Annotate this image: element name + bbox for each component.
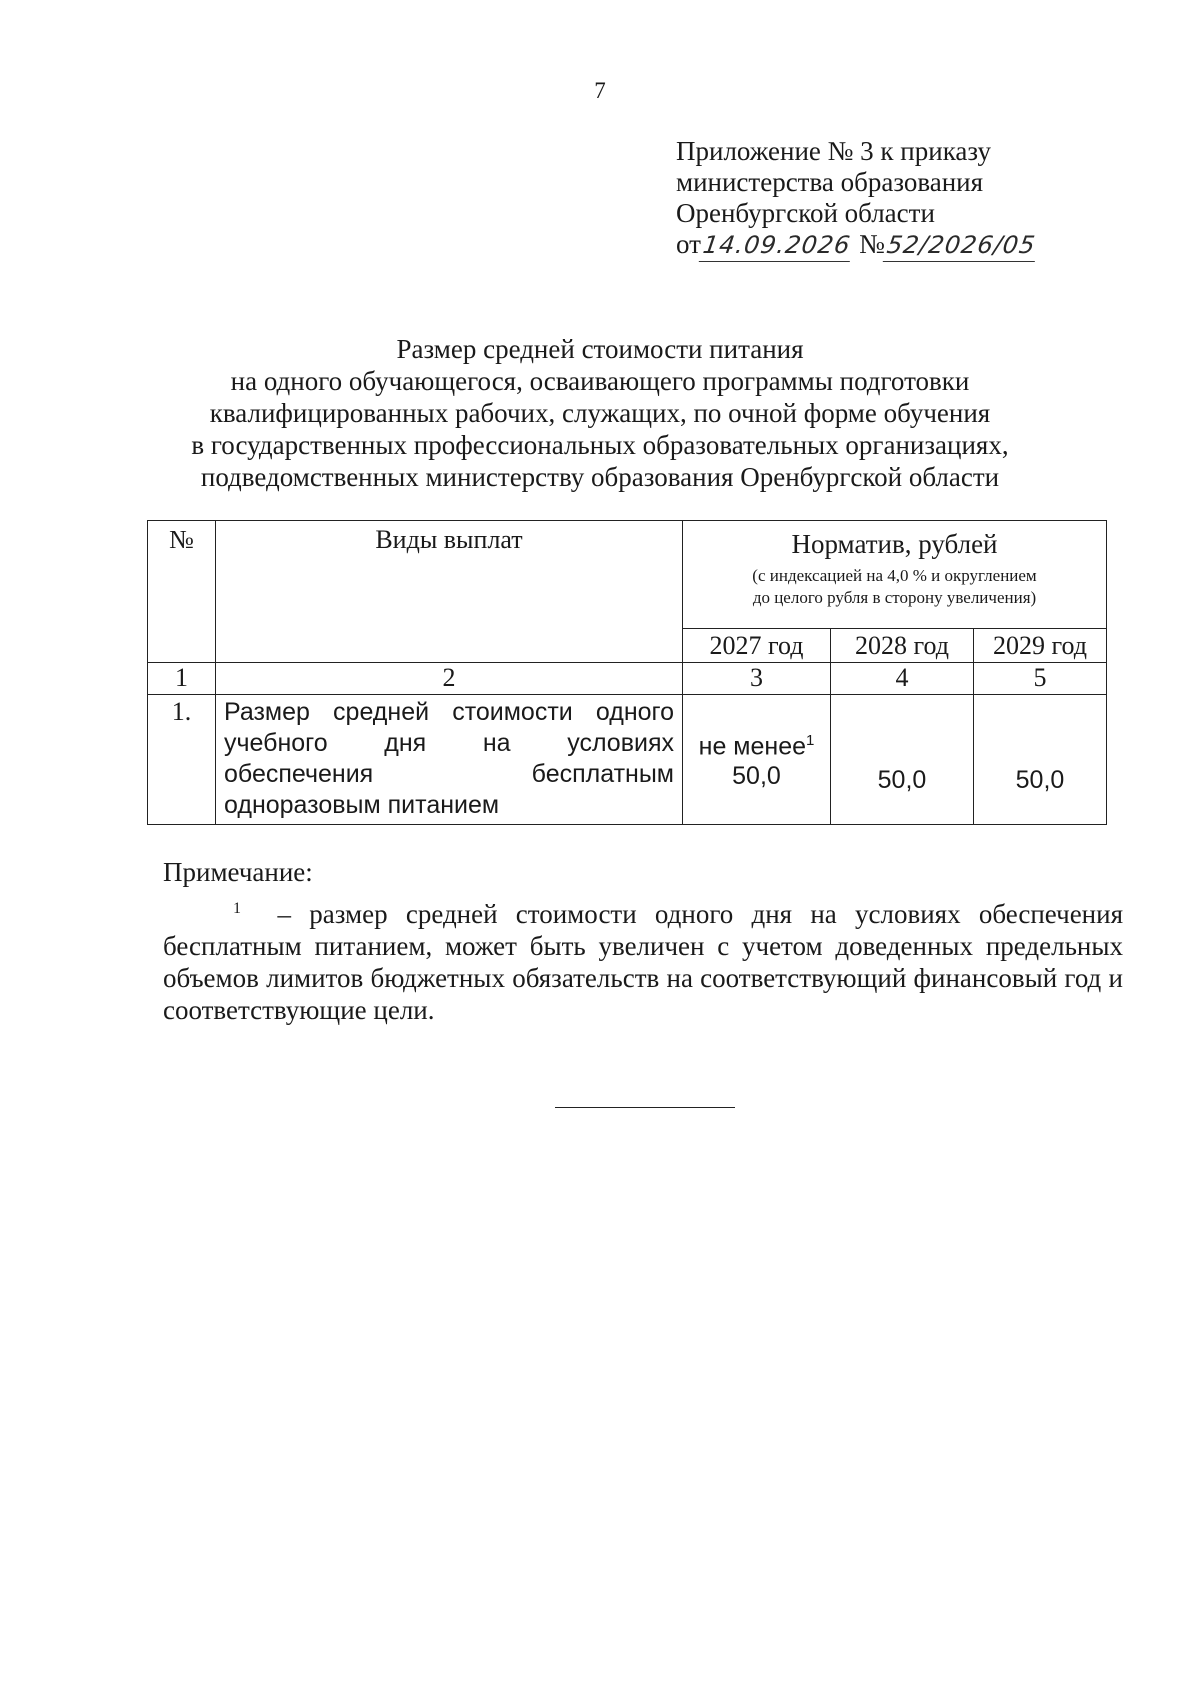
- row-value-2027: [683, 695, 831, 825]
- handwritten-date: 14.09.2026: [699, 230, 855, 262]
- column-number-row: [148, 663, 1107, 695]
- value-2029: 50,0: [1015, 766, 1065, 794]
- row-kind-line-2: учебного дня на условиях: [224, 729, 674, 757]
- header-norm: [683, 521, 1107, 629]
- value-2027: 50,0: [732, 762, 781, 791]
- table-row: [148, 695, 1107, 825]
- handwritten-number: 52/2026/05: [883, 230, 1040, 262]
- header-kind: Виды выплат: [216, 521, 683, 663]
- row-number: 1.: [148, 695, 216, 825]
- title-line-1: Размер средней стоимости питания: [396, 334, 804, 364]
- year-2028: 2028 год: [831, 629, 974, 663]
- footnote-ref: 1: [806, 732, 815, 749]
- title-line-5: подведомственных министерству образования Оренбургской области: [200, 462, 1000, 492]
- from-label: от: [676, 229, 701, 259]
- header-row: [148, 521, 1107, 629]
- note-body: – размер средней стоимости одного дня на условиях обеспечения бесплатным питанием, может быть увеличен с учетом доведенных предельных объемов лимитов бюджетных обязательств на соответствующий финансовый год и соответствующие цели.: [163, 899, 1123, 1025]
- column-number-2: 2: [216, 663, 683, 695]
- column-number-4: 4: [831, 663, 974, 695]
- row-value-2029: [974, 695, 1107, 825]
- header-norm-title: Норматив, рублей: [791, 529, 998, 559]
- title-line-3: квалифицированных рабочих, служащих, по очной форме обучения: [209, 398, 991, 428]
- column-number-5: 5: [974, 663, 1107, 695]
- row-kind-line-4: одноразовым питанием: [224, 791, 500, 819]
- row-value-2028: [831, 695, 974, 825]
- header-no: №: [148, 521, 216, 663]
- header-norm-note-1: (с индексацией на 4,0 % и округлением: [752, 566, 1037, 585]
- appendix-line-2: министерства образования: [676, 167, 984, 197]
- min-label: не менее: [698, 732, 807, 761]
- title-line-4: в государственных профессиональных образовательных организациях,: [191, 430, 1009, 460]
- row-kind-line-1: Размер средней стоимости одного: [224, 698, 674, 726]
- page-number: 7: [594, 78, 606, 103]
- note-footnote-mark: 1: [233, 900, 241, 917]
- document-title: [160, 333, 1040, 493]
- year-2029: 2029 год: [974, 629, 1107, 663]
- row-kind-line-3: обеспечения бесплатным: [224, 760, 674, 788]
- value-2028: 50,0: [877, 766, 927, 794]
- year-2027: 2027 год: [683, 629, 831, 663]
- column-number-1: 1: [148, 663, 216, 695]
- appendix-block: [676, 136, 1037, 262]
- appendix-line-3: Оренбургской области: [676, 198, 935, 228]
- column-number-3: 3: [683, 663, 831, 695]
- header-norm-note-2: до целого рубля в сторону увеличения): [752, 588, 1037, 607]
- note-text: [163, 893, 1123, 1026]
- closing-rule: [555, 1107, 735, 1108]
- number-label: №: [859, 229, 885, 259]
- note-label: Примечание:: [163, 857, 313, 887]
- appendix-line-1: Приложение № 3 к приказу: [676, 136, 991, 166]
- title-line-2: на одного обучающегося, осваивающего программы подготовки: [230, 366, 970, 396]
- row-value-2027-prefix: [683, 726, 830, 761]
- appendix-date-number-line: [676, 229, 1037, 262]
- norm-table: [147, 520, 1107, 825]
- row-kind: [216, 695, 683, 825]
